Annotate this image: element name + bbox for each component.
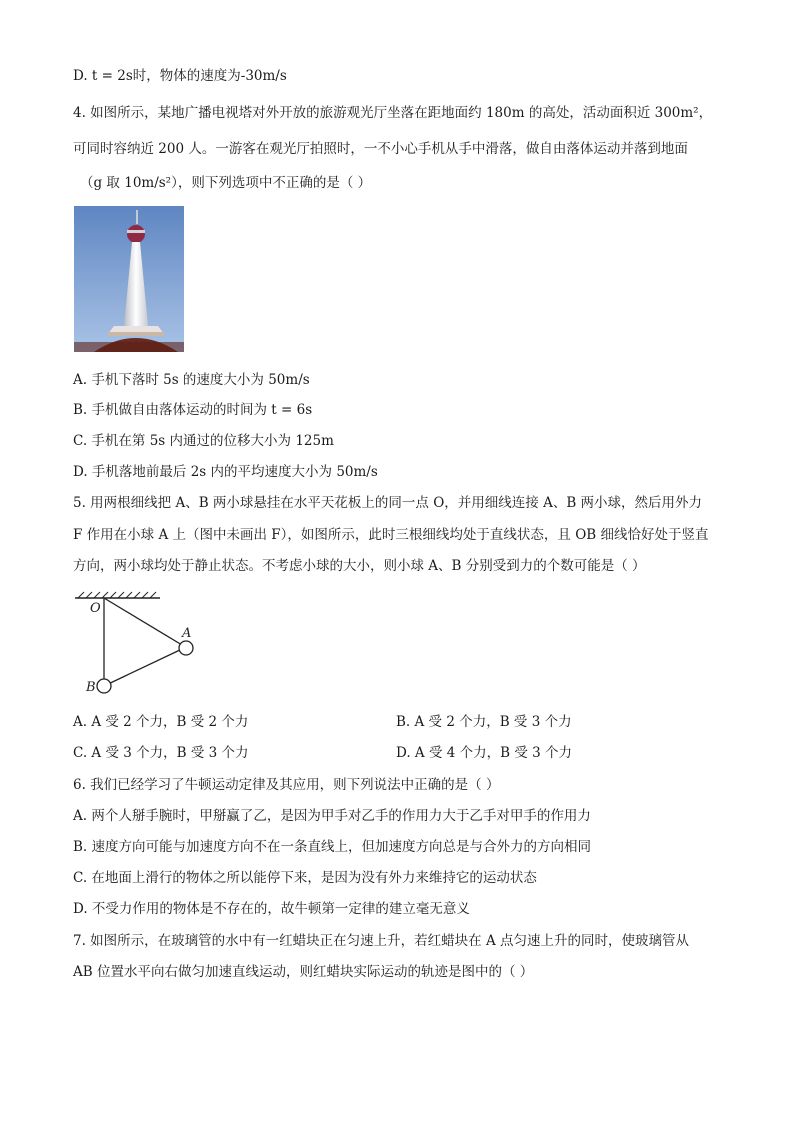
tv-tower-image (74, 206, 184, 352)
q5-diagram (70, 588, 210, 700)
q5-stem-line-3: 方向，两小球均处于静止状态。不考虑小球的大小，则小球 A、B 分别受到力的个数可能是（ ） (73, 558, 646, 574)
q6-option-b: B. 速度方向可能与加速度方向不在一条直线上，但加速度方向总是与合外力的方向相同 (73, 839, 592, 855)
q4-stem-line-3: （g 取 10m/s²），则下列选项中不正确的是（ ） (80, 175, 372, 191)
q6-option-c: C. 在地面上滑行的物体之所以能停下来，是因为没有外力来维持它的运动状态 (73, 870, 537, 886)
ball-a (179, 641, 193, 655)
q4-option-a: A. 手机下落时 5s 的速度大小为 50m/s (73, 372, 310, 388)
q7-stem-line-2: AB 位置水平向右做匀加速直线运动，则红蜡块实际运动的轨迹是图中的（ ） (73, 964, 534, 980)
label-a: A (182, 626, 192, 641)
q5-stem-line-1: 5. 用两根细线把 A、B 两小球悬挂在水平天花板上的同一点 O，并用细线连接 A、B 两小球，然后用外力 (73, 495, 703, 511)
q4-option-b: B. 手机做自由落体运动的时间为 t = 6s (73, 402, 313, 418)
label-b: B (86, 680, 96, 695)
q4-stem-line-1: 4. 如图所示，某地广播电视塔对外开放的旅游观光厅坐落在距地面约 180m 的高处，活动面积近 300m²， (73, 105, 713, 121)
q6-option-d: D. 不受力作用的物体是不存在的，故牛顿第一定律的建立毫无意义 (73, 901, 470, 917)
q6-option-a: A. 两个人掰手腕时，甲掰赢了乙，是因为甲手对乙手的作用力大于乙手对甲手的作用力 (73, 808, 591, 824)
q7-stem-line-1: 7. 如图所示，在玻璃管的水中有一红蜡块正在匀速上升，若红蜡块在 A 点匀速上升的同时，使玻璃管从 (73, 933, 690, 949)
ball-b (97, 679, 111, 693)
q5-option-d: D. A 受 4 个力，B 受 3 个力 (396, 745, 573, 761)
q5-option-a: A. A 受 2 个力，B 受 2 个力 (73, 714, 249, 730)
q4-option-c: C. 手机在第 5s 内通过的位移大小为 125m (73, 433, 334, 449)
q5-option-c: C. A 受 3 个力，B 受 3 个力 (73, 745, 249, 761)
tv-tower-photo (74, 206, 184, 352)
ceiling-hatch (78, 592, 156, 598)
string-ab (104, 649, 182, 686)
q5-option-b: B. A 受 2 个力，B 受 3 个力 (396, 714, 572, 730)
q4-stem-line-2: 可同时容纳近 200 人。一游客在观光厅拍照时，一不小心手机从手中滑落，做自由落体运动并落到地面 (73, 141, 688, 157)
q4-option-d: D. 手机落地前最后 2s 内的平均速度大小为 50m/s (73, 464, 378, 480)
string-oa (104, 598, 182, 645)
label-o: O (90, 601, 101, 616)
q6-stem: 6. 我们已经学习了牛顿运动定律及其应用，则下列说法中正确的是（ ） (73, 777, 500, 793)
q3-option-d: D. t = 2s时，物体的速度为-30m/s (73, 68, 287, 84)
q5-stem-line-2: F 作用在小球 A 上（图中未画出 F），如图所示，此时三根细线均处于直线状态，且 OB 细线恰好处于竖直 (73, 527, 709, 543)
